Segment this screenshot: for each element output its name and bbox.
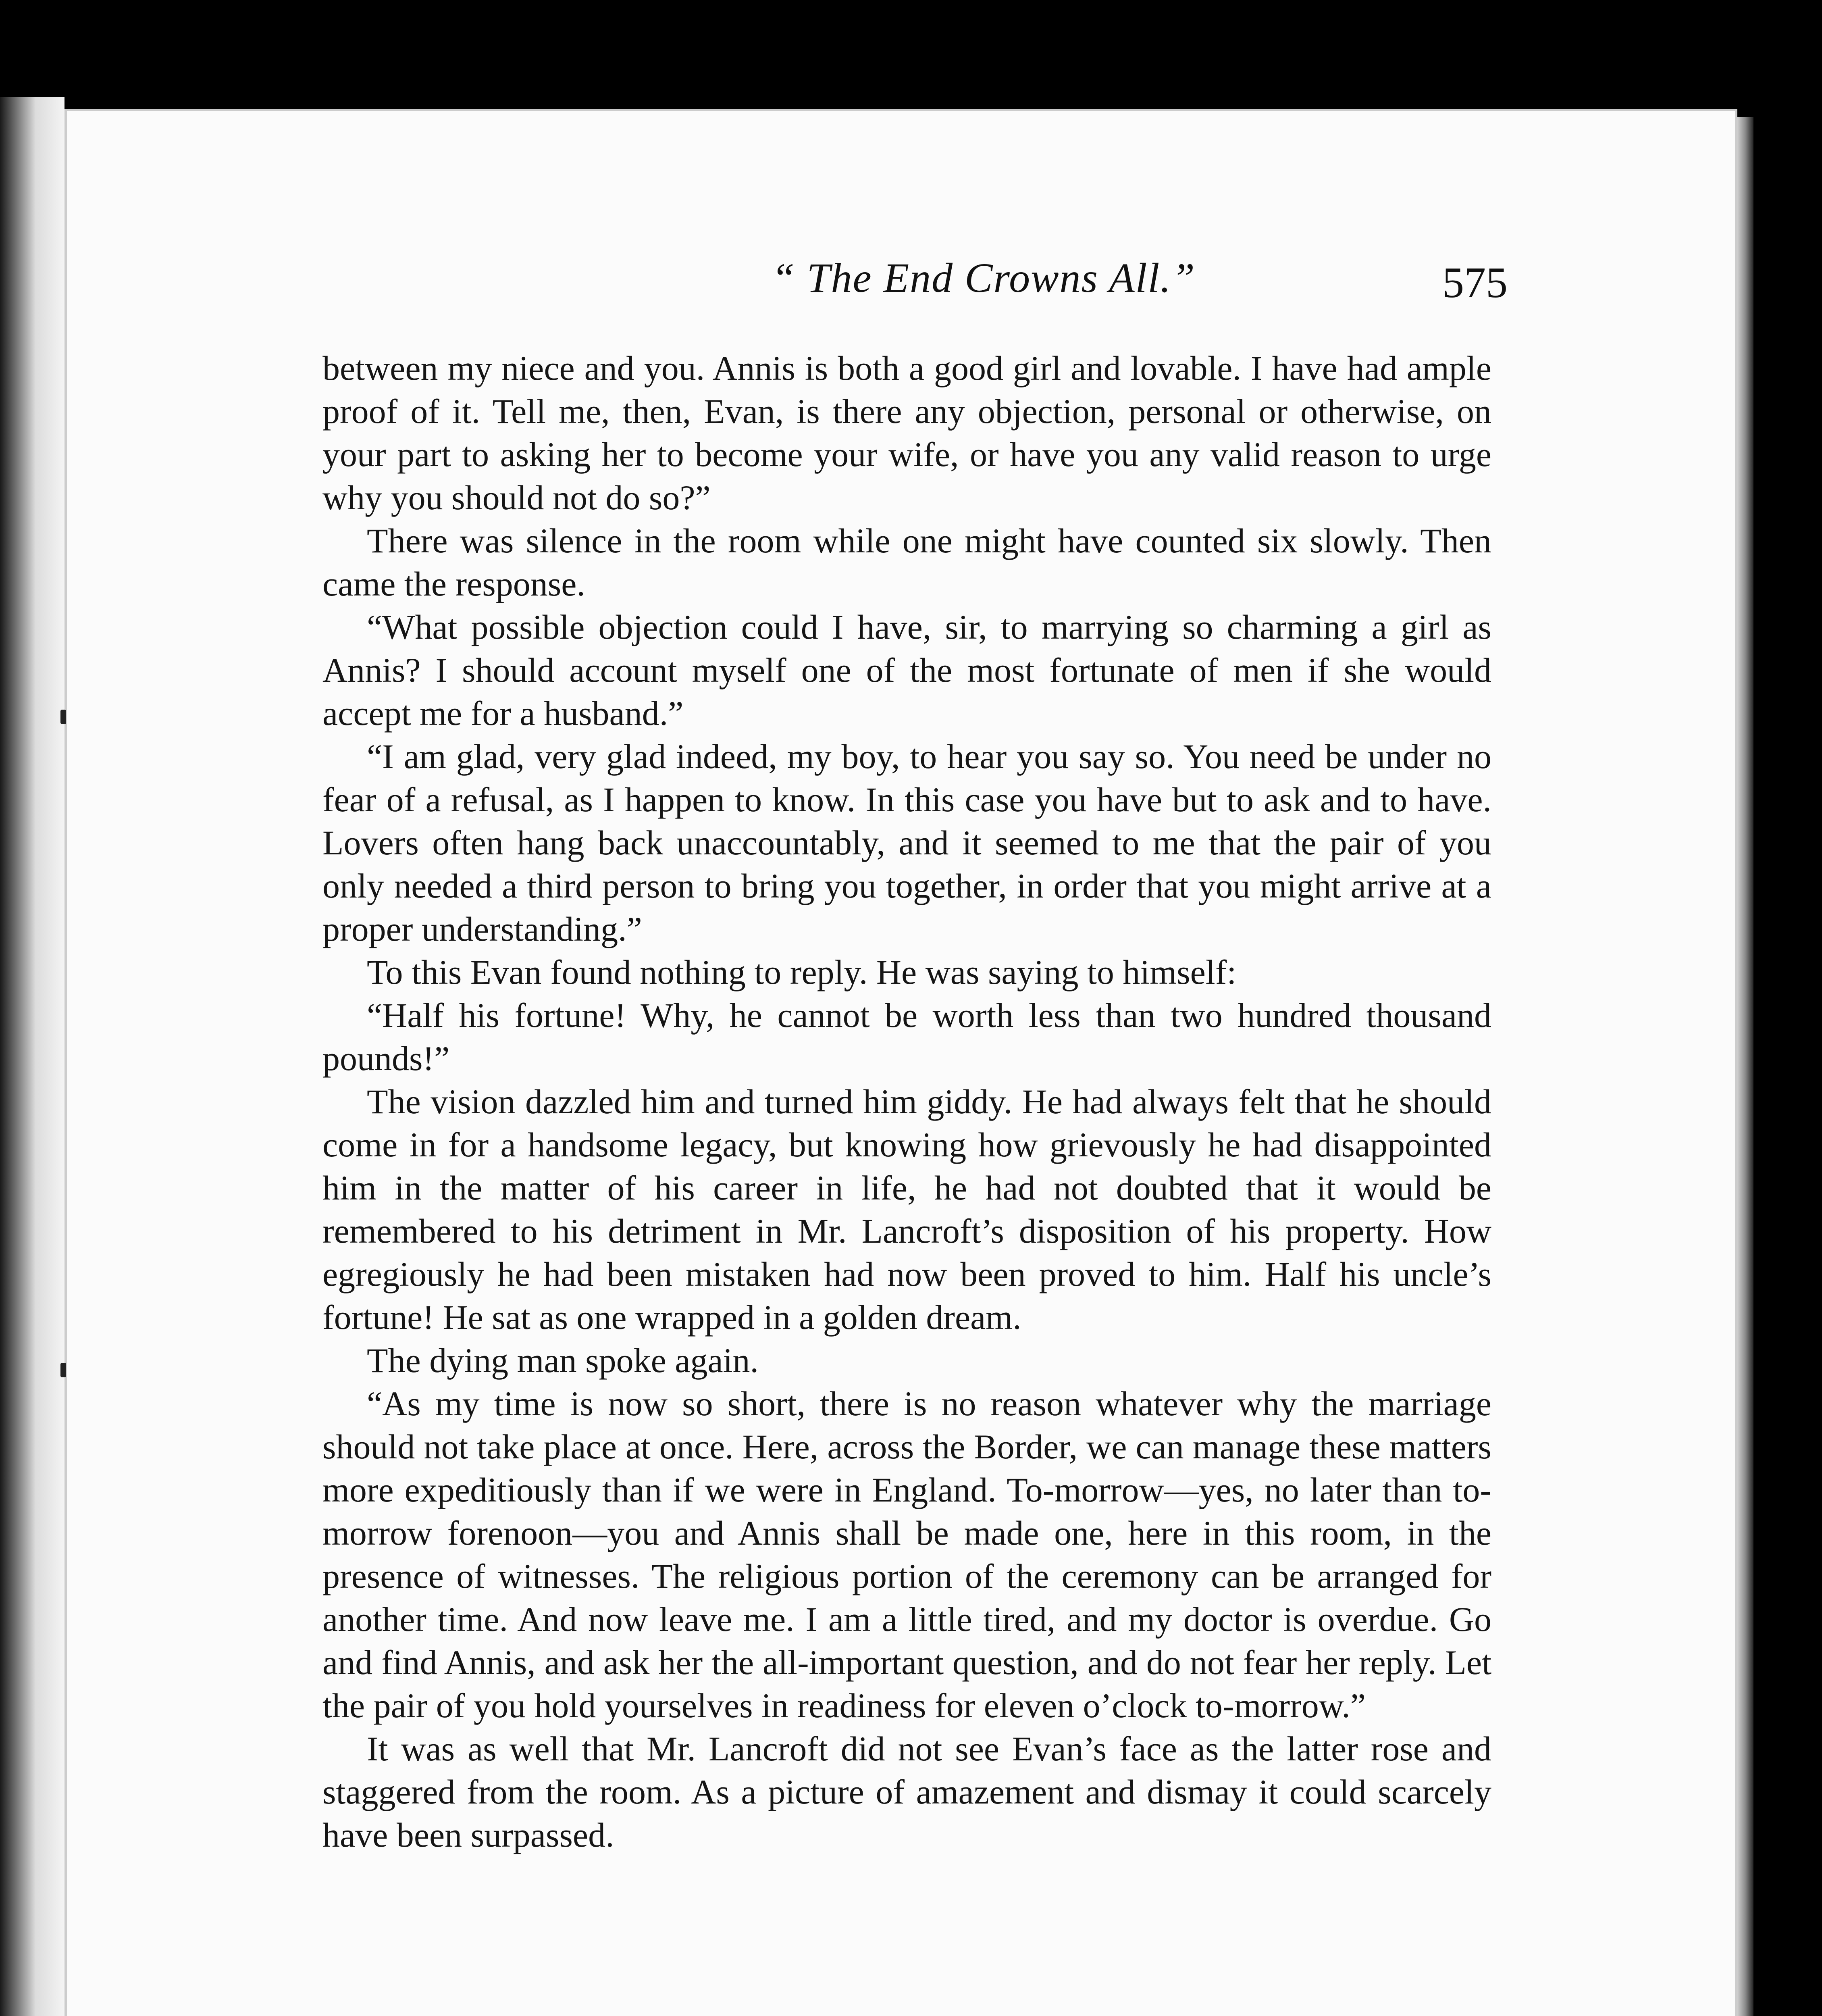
margin-mark [60, 710, 66, 724]
paragraph: The dying man spoke again. [367, 1341, 759, 1380]
paragraph: “Half his fortune! Why, he cannot be worth less than two hundred thousand pounds!” [322, 996, 1491, 1078]
right-page-edge [1737, 117, 1753, 2016]
paragraph: The vision dazzled him and turned him giddy. He had always felt that he should come in for a handsome legacy, but knowing how grievously he had disappointed him in the matter of his career in life, he had not doubted that it would be remembered to his detriment in Mr. Lancroft’s disposition of his property. How egregiously he had been mistaken had now been proved to him. Half his uncle’s fortune! He sat as one wrapped in a golden dream. [322, 1082, 1491, 1337]
paragraph: “What possible objection could I have, sir, to marrying so charming a girl as Annis? I should account myself one of the most fortunate of men if she would accept me for a husband.” [322, 608, 1491, 733]
body-text [322, 347, 1491, 1857]
paragraph: between my niece and you. Annis is both a good girl and lovable. I have had ample proof of it. Tell me, then, Evan, is there any objection, personal or otherwise, on your part to asking her to become your wife, or have you any valid reason to urge why you should not do so?” [322, 349, 1491, 517]
margin-mark [60, 1363, 66, 1377]
running-title: “ The End Crowns All.” [771, 255, 1196, 301]
page-number: 575 [1442, 259, 1508, 307]
paragraph: “As my time is now so short, there is no reason whatever why the marriage should not take place at once. Here, across the Border, we can manage these matters more expeditiously than if we were in England. To-morrow—yes, no later than to-morrow forenoon—you and Annis shall be made one, here in this room, in the presence of witnesses. The religious portion of the ceremony can be arranged for another time. And now leave me. I am a little tired, and my doctor is overdue. Go and find Annis, and ask her the all-important question, and do not fear her reply. Let the pair of you hold yourselves in readiness for eleven o’clock to-morrow.” [322, 1384, 1491, 1725]
paragraph: It was as well that Mr. Lancroft did not see Evan’s face as the latter rose and staggered from the room. As a picture of amazement and dismay it could scarcely have been surpassed. [322, 1729, 1491, 1854]
paragraph: There was silence in the room while one might have counted six slowly. Then came the response. [322, 521, 1491, 603]
paragraph: “I am glad, very glad indeed, my boy, to hear you say so. You need be under no fear of a refusal, as I happen to know. In this case you have but to ask and to have. Lovers often hang back unaccountably, and it seemed to me that the pair of you only needed a third person to bring you together, in order that you might arrive at a proper understanding.” [322, 737, 1491, 948]
left-page-edge [0, 97, 64, 2016]
paragraph: To this Evan found nothing to reply. He was saying to himself: [367, 953, 1237, 991]
